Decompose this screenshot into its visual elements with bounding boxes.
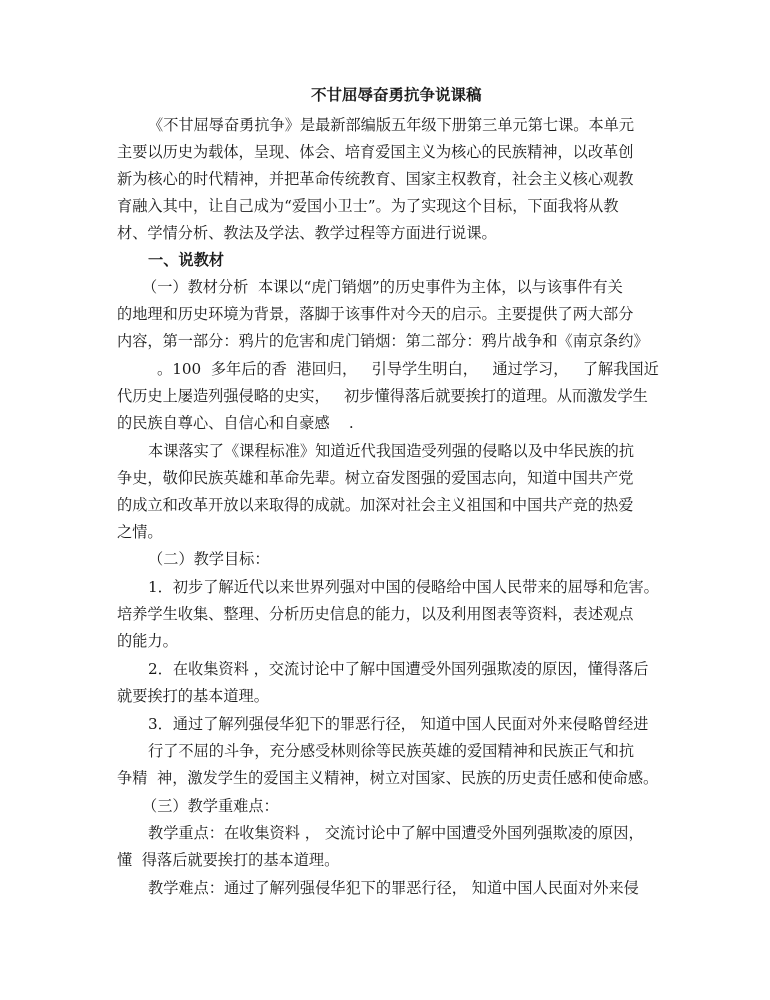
paragraph-line: 本课落实了《课程标准》知道近代我国造受列强的侵略以及中华民族的抗	[148, 442, 634, 460]
paragraph-line: 代历史上屡造列强侵略的史实， 初步懂得落后就要挨打的道理。从而激发学生	[117, 387, 648, 405]
paragraph-line: 培养学生收集、整理、分析历史信息的能力，以及利用图表等资料，表述观点	[117, 605, 634, 623]
paragraph-line: 的能力。	[117, 632, 178, 650]
paragraph-line: 主要以历史为载体，呈现、体会、培育爱国主义为核心的民族精神，以改革创	[117, 143, 634, 161]
paragraph-line: 材、学情分析、教法及学法、教学过程等方面进行说课。	[117, 224, 497, 242]
paragraph-line: 争精 神，激发学生的爱国主义精神，树立对国家、民族的历史责任感和使命感。	[117, 769, 659, 787]
paragraph-line: 《不甘屈辱奋勇抗争》是最新部编版五年级下册第三单元第七课。本单元	[148, 116, 634, 134]
paragraph-line: 。100 多年后的香 港回归， 引导学生明白， 通过学习， 了解我国近	[157, 360, 659, 378]
paragraph-line: 内容，第一部分：鸦片的危害和虎门销烟：第二部分：鸦片战争和《南京条约》	[117, 332, 649, 350]
paragraph-line: 就要挨打的基本道理。	[117, 687, 269, 705]
paragraph-line: 之情。	[117, 523, 163, 541]
document-title: 不甘屈辱奋勇抗争说课稿	[311, 85, 482, 104]
paragraph-line: 教学重点：在收集资料 ， 交流讨论中了解中国遭受外国列强欺凌的原因，	[148, 824, 644, 842]
paragraph-line: 新为核心的时代精神，并把革命传统教育、国家主权教育，社会主义核心观教	[117, 170, 634, 188]
section-heading: 一、说教材	[148, 251, 224, 269]
paragraph-line: 的成立和改革开放以来取得的成就。加深对社会主义祖国和中国共产竞的热爱	[117, 496, 634, 514]
subsection-heading: （三）教学重难点：	[142, 797, 279, 815]
paragraph-line: 教学难点：通过了解列强侵华犯下的罪恶行径， 知道中国人民面对外来侵	[148, 879, 639, 897]
paragraph-line: 3．通过了解列强侵华犯下的罪恶行径， 知道中国人民面对外来侵略曾经进	[148, 715, 649, 733]
subsection-heading: （二）教学目标：	[148, 550, 270, 568]
paragraph-line: 的民族自尊心、自信心和自豪感 .	[117, 414, 354, 432]
paragraph-line: 的地理和历史环境为背景，落脚于该事件对今天的启示。主要提供了两大部分	[117, 305, 634, 323]
paragraph-line: 2．在收集资料 ，交流讨论中了解中国遭受外国列强欺凌的原因，懂得落后	[148, 660, 649, 678]
paragraph-line: （一）教材分析 本课以“虎门销烟”的历史事件为主体，以与该事件有关	[142, 278, 623, 296]
paragraph-line: 行了不屈的斗争，充分感受林则徐等民族英雄的爱国精神和民族正气和抗	[148, 742, 634, 760]
paragraph-line: 1．初步了解近代以来世界列强对中国的侵略给中国人民带来的屈辱和危害。	[148, 578, 659, 596]
paragraph-line: 懂 得落后就要挨打的基本道理。	[117, 851, 340, 869]
paragraph-line: 育融入其中，让自己成为“爱国小卫士”。为了实现这个目标，下面我将从教	[117, 197, 619, 215]
paragraph-line: 争史，敬仰民族英雄和革命先辈。树立奋发图强的爱国志向，知道中国共产党	[117, 469, 634, 487]
